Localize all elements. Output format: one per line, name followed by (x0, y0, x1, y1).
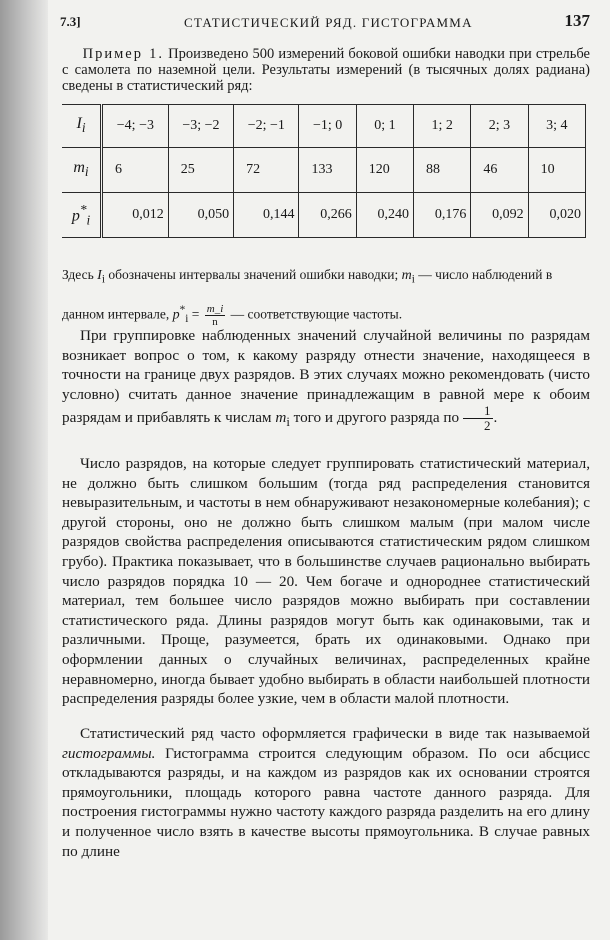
row-header-counts (62, 148, 102, 193)
table-cell: 0,240 (356, 193, 413, 238)
row-header-intervals (62, 105, 102, 148)
table-cell: 10 (528, 148, 585, 193)
table-note: Здесь $I_i$ обозначены интервалы значений ошибки наводки; $m_i$ — число наблюдений в данном интервале, $p^*_i$ = $\frac{m\_i}{n}$ — соответствующие частоты. (62, 267, 553, 328)
table-cell: −1; 0 (299, 105, 356, 148)
example-intro (62, 46, 590, 94)
math-var: I (97, 268, 102, 283)
paragraph-text: Статистический ряд часто оформляется графически в виде так называемой (80, 725, 590, 742)
table-cell: 0,050 (168, 193, 233, 238)
fraction-numerator: 1 (463, 404, 494, 419)
paragraph-text: При группировке наблюденных значений случайной величины по разрядам возникает вопрос о том, к какому разряду отнести значение, находящееся в точности на границе двух разрядов. В этих случаях можно рекомендовать (чисто условно) считать данное значение принадлежащим в равной мере к обоим разрядам и прибавлять к числам (62, 327, 590, 427)
math-sub: i (185, 312, 189, 325)
fraction-numerator: m_i (206, 302, 224, 315)
table-cell: 0; 1 (356, 105, 413, 148)
table-cell: 1; 2 (414, 105, 471, 148)
fraction-m-over-n (205, 303, 226, 328)
paragraph-text: того и другого разряда по (293, 409, 460, 427)
paragraph-histogram (62, 724, 590, 861)
fraction-denominator: 2 (483, 418, 491, 434)
punctuation: . (493, 409, 498, 427)
math-sub: i (411, 273, 415, 286)
table-cell: 0,092 (471, 193, 528, 238)
term-histogram: гистограммы. (62, 744, 156, 762)
note-text: обозначены интервалы значений ошибки наводки; (108, 267, 399, 282)
math-var: p (172, 307, 180, 323)
table-cell: 72 (234, 148, 299, 193)
page-number: 137 (564, 11, 590, 30)
table-row-frequencies (62, 193, 586, 238)
table-row-intervals (62, 105, 586, 148)
table-cell: 25 (168, 148, 233, 193)
table-cell: 88 (414, 148, 471, 193)
table-cell: 0,144 (234, 193, 299, 238)
math-var: m (401, 268, 412, 283)
running-title: СТАТИСТИЧЕСКИЙ РЯД. ГИСТОГРАММА (184, 15, 473, 30)
table-cell: 3; 4 (528, 105, 585, 148)
paragraph-text: Гистограмма строится следующим образом. По оси абсцисс откладываются разряды, и на каждом из разрядов как их основании строятся прямоугольники, площадь которого равна частоте данного разряда. Для построения гистограммы нужно частоту каждого разряда разделить на его длину и полученное число взять в качестве высоты прямоугольника. В случае равных по длине (62, 744, 591, 860)
row-label: I (76, 115, 82, 133)
running-header (60, 11, 590, 34)
table-cell: 0,012 (102, 193, 169, 238)
statistical-series-table (62, 104, 586, 238)
table-cell: 0,176 (414, 193, 471, 238)
section-number: 7.3] (60, 14, 81, 29)
table-cell: 0,020 (528, 193, 585, 238)
table-cell: 2; 3 (471, 105, 528, 148)
table-cell: 6 (102, 148, 169, 193)
page-gutter-shadow (0, 0, 48, 940)
row-label-sub: i (81, 120, 86, 136)
row-label-sub: i (84, 164, 89, 180)
table-cell: −3; −2 (168, 105, 233, 148)
fraction-one-half (463, 404, 494, 433)
math-sup: * (179, 303, 186, 316)
example-label: Пример 1. (82, 46, 164, 62)
table-row-counts (62, 148, 586, 193)
table-cell: 46 (471, 148, 528, 193)
paragraph-number-of-bins: Число разрядов, на которые следует группировать статистический материал, не должно быть слишком большим (тогда ряд распределения становится невыразительным, и частоты в нем обнаруживают незакономерные колебания); с другой стороны, оно не должно быть слишком малым (при малом числе разрядов свойства распределения описываются статистическим рядом слишком грубо). Практика показывает, что в большинстве случаев рационально выбирать число разрядов порядка 10 — 20. Чем богаче и однороднее статистический материал, тем большее число разрядов можно выбирать при составлении статистического ряда. Длины разрядов могут быть как одинаковыми, так и различными. Проще, разумеется, брать их одинаковыми. Однако при оформлении данных о случайных величинах, распределенных крайне неравномерно, иногда бывает удобно выбирать в области наибольшей плотности распределения разряды более узкие, чем в области малой плотности. (62, 455, 590, 708)
row-label: p (71, 207, 80, 225)
row-label-sub: i (86, 212, 91, 228)
row-label: m (73, 159, 85, 177)
table-cell: 133 (299, 148, 356, 193)
note-text: Здесь (62, 267, 94, 282)
math-var: m (275, 409, 287, 427)
math-sub: i (286, 415, 290, 430)
row-label-sup: * (79, 201, 87, 217)
note-text: — число наблюдений в данном интервале, (62, 267, 553, 322)
math-sub: i (101, 273, 105, 286)
table-cell: 0,266 (299, 193, 356, 238)
table-cell: −2; −1 (234, 105, 299, 148)
row-header-frequencies (62, 193, 102, 238)
table-cell: −4; −3 (102, 105, 169, 148)
fraction-denominator: n (212, 315, 218, 328)
note-text: — соответствующие частоты. (230, 306, 403, 322)
paragraph-grouping (62, 326, 590, 433)
table-cell: 120 (356, 148, 413, 193)
example-text: Произведено 500 измерений боковой ошибки наводки при стрельбе с самолета по наземной цели. Результаты измерений (в тысячных долях радиана) сведены в статистический ряд: (62, 46, 590, 94)
